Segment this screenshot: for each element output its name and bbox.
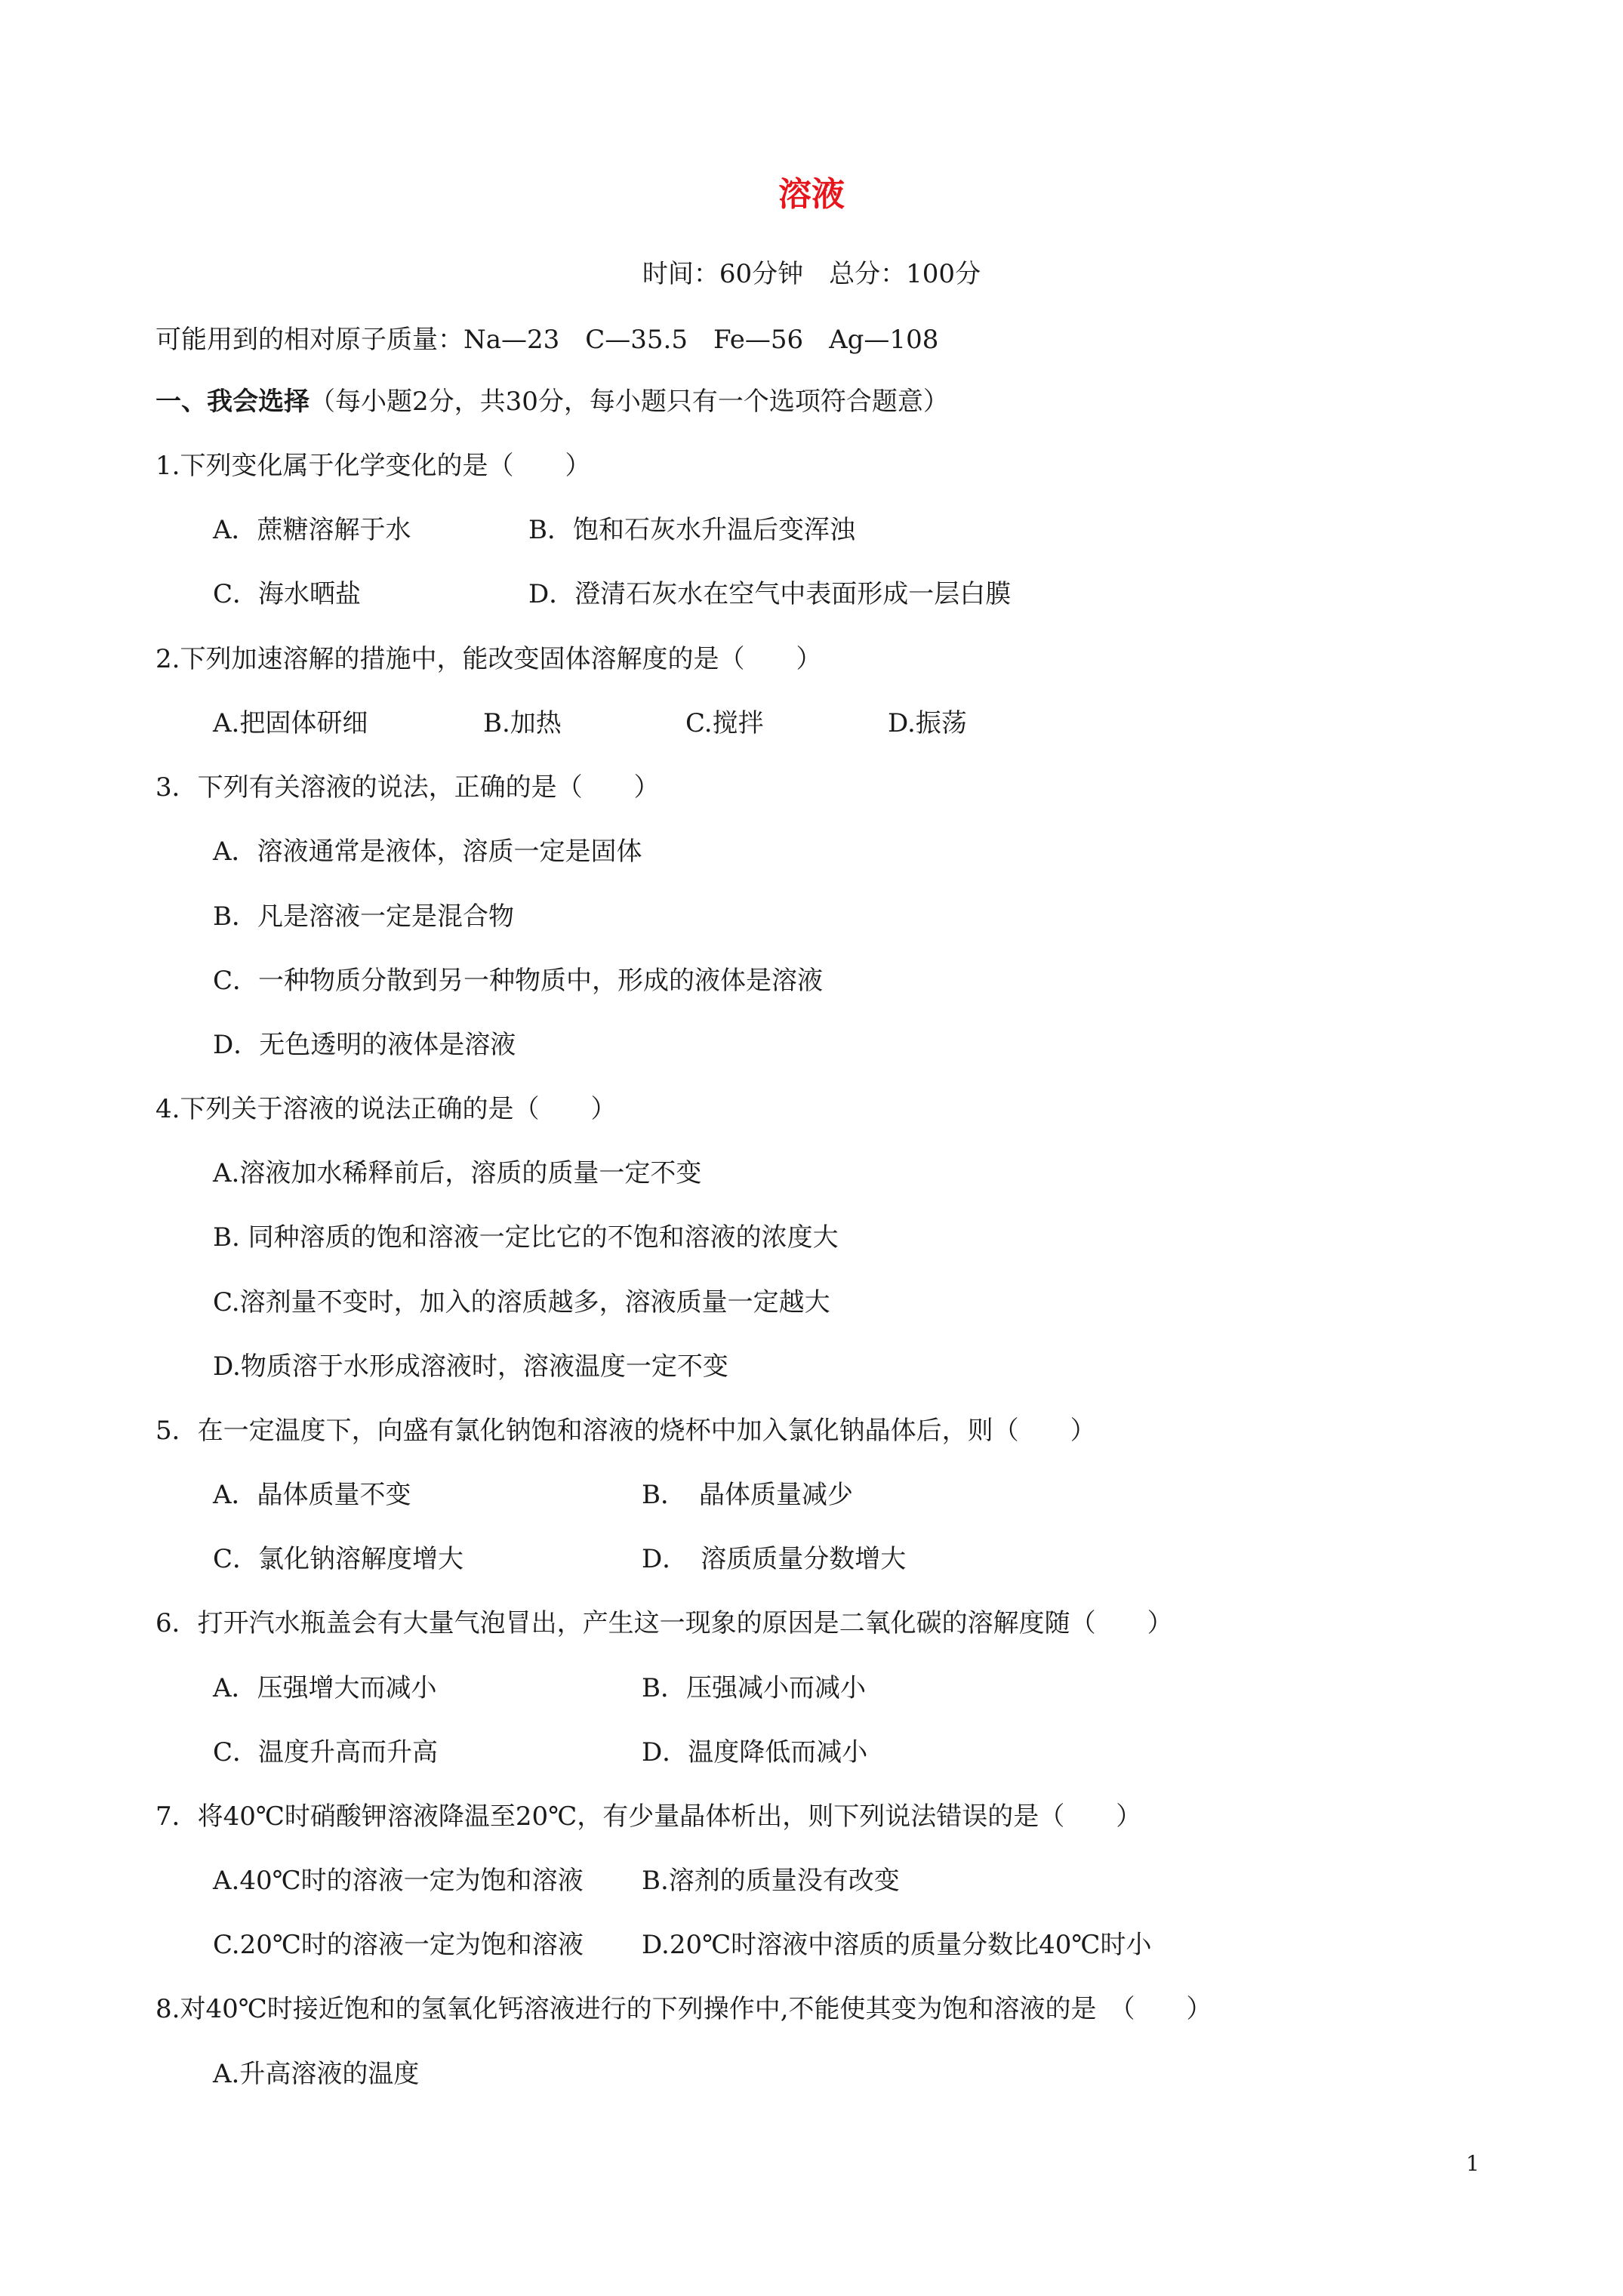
question-5-option-d: D． 溶质质量分数增大: [642, 1544, 907, 1574]
question-5-option-b: B． 晶体质量减少: [642, 1480, 853, 1510]
question-1-option-d: D．澄清石灰水在空气中表面形成一层白膜: [528, 579, 1012, 609]
question-7-option-d: D.20℃时溶液中溶质的质量分数比40℃时小: [642, 1930, 1152, 1960]
question-4-option-a: A.溶液加水稀释前后，溶质的质量一定不变: [213, 1158, 702, 1188]
question-6-option-d: D．温度降低而减小: [642, 1737, 868, 1767]
question-5-option-a: A．晶体质量不变: [213, 1480, 411, 1510]
question-8-option-a: A.升高溶液的温度: [213, 2059, 420, 2089]
question-3-option-d: D．无色透明的液体是溶液: [213, 1030, 516, 1060]
document-title: 溶液: [778, 175, 845, 214]
section-note: （每小题2分，共30分，每小题只有一个选项符合题意）: [310, 387, 949, 417]
question-5-stem: 5．在一定温度下，向盛有氯化钠饱和溶液的烧杯中加入氯化钠晶体后，则（ ）: [156, 1416, 1096, 1446]
question-6-option-c: C．温度升高而升高: [213, 1737, 439, 1767]
question-2-option-a: A.把固体研细: [213, 708, 368, 738]
question-4-option-b: B. 同种溶质的饱和溶液一定比它的不饱和溶液的浓度大: [213, 1222, 839, 1253]
exam-meta: 时间：60分钟 总分：100分: [642, 259, 981, 289]
question-1-option-b: B．饱和石灰水升温后变浑浊: [528, 515, 855, 545]
question-3-stem: 3．下列有关溶液的说法，正确的是（ ）: [156, 772, 660, 803]
question-7-option-b: B.溶剂的质量没有改变: [642, 1866, 900, 1896]
atomic-masses-line: 可能用到的相对原子质量：Na—23 C—35.5 Fe—56 Ag—108: [156, 325, 939, 355]
page-number: 1: [1466, 2151, 1480, 2176]
section-heading: 一、我会选择: [156, 387, 310, 417]
question-4-stem: 4.下列关于溶液的说法正确的是（ ）: [156, 1094, 617, 1124]
question-8-stem: 8.对40℃时接近饱和的氢氧化钙溶液进行的下列操作中,不能使其变为饱和溶液的是 （ ）: [156, 1994, 1212, 2024]
question-3-option-b: B．凡是溶液一定是混合物: [213, 901, 514, 932]
question-4-option-d: D.物质溶于水形成溶液时，溶液温度一定不变: [213, 1351, 728, 1382]
section-heading-line: [156, 383, 949, 421]
question-7-stem: 7．将40℃时硝酸钾溶液降温至20℃，有少量晶体析出，则下列说法错误的是（ ）: [156, 1801, 1142, 1832]
question-1-stem: 1.下列变化属于化学变化的是（ ）: [156, 451, 591, 481]
question-7-option-c: C.20℃时的溶液一定为饱和溶液: [213, 1930, 584, 1960]
question-2-option-b: B.加热: [483, 708, 562, 738]
question-6-option-b: B．压强减小而减小: [642, 1673, 866, 1703]
question-6-option-a: A．压强增大而减小: [213, 1673, 437, 1703]
question-4-option-c: C.溶剂量不变时，加入的溶质越多，溶液质量一定越大: [213, 1287, 830, 1318]
question-1-option-c: C．海水晒盐: [213, 579, 362, 609]
question-2-option-d: D.振荡: [888, 708, 967, 738]
question-5-option-c: C．氯化钠溶解度增大: [213, 1544, 464, 1574]
question-3-option-c: C．一种物质分散到另一种物质中，形成的液体是溶液: [213, 966, 824, 996]
question-3-option-a: A．溶液通常是液体，溶质一定是固体: [213, 837, 642, 867]
question-7-option-a: A.40℃时的溶液一定为饱和溶液: [213, 1866, 584, 1896]
question-1-option-a: A．蔗糖溶解于水: [213, 515, 411, 545]
question-2-stem: 2.下列加速溶解的措施中，能改变固体溶解度的是（ ）: [156, 644, 822, 674]
question-6-stem: 6．打开汽水瓶盖会有大量气泡冒出，产生这一现象的原因是二氧化碳的溶解度随（ ）: [156, 1608, 1173, 1638]
question-2-option-c: C.搅拌: [685, 708, 764, 738]
